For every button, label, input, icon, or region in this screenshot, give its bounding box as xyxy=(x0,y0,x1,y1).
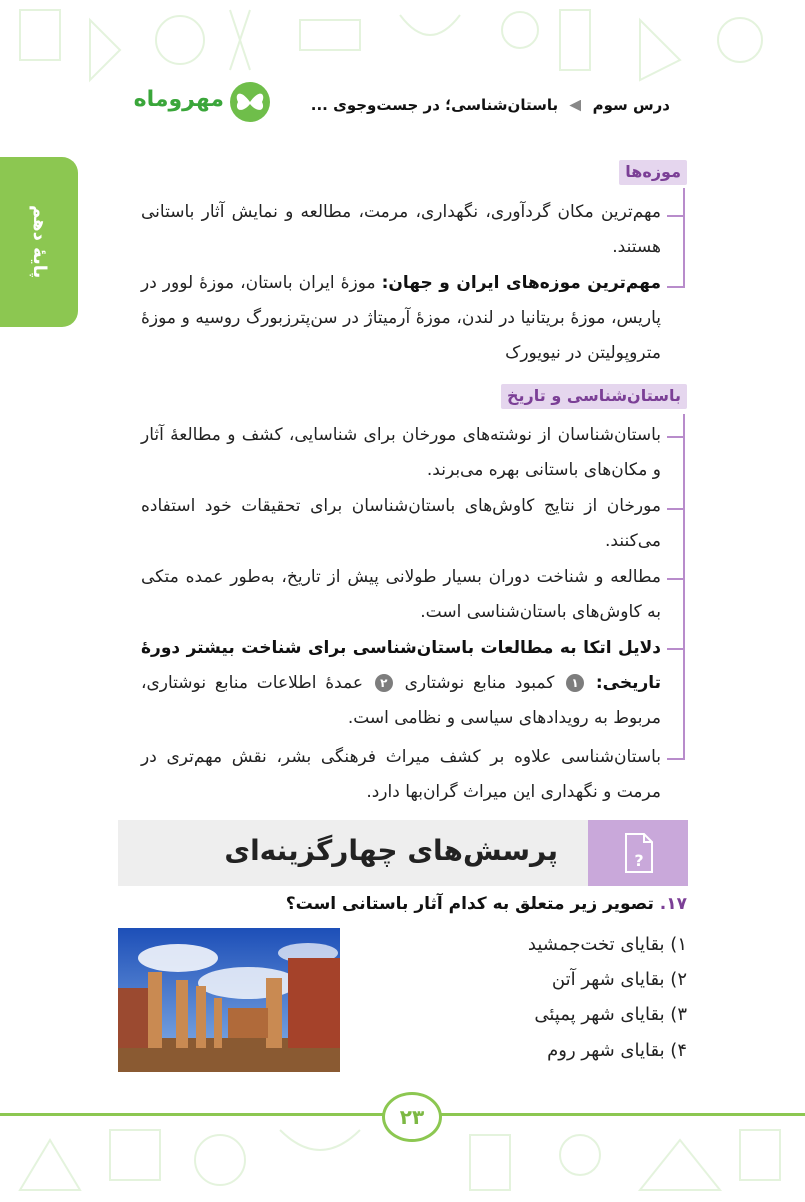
bullet-museums-2-bold: مهم‌ترین موزه‌های ایران و جهان: xyxy=(381,273,661,293)
grade-side-tab xyxy=(0,157,78,327)
number-circle-1: ۱ xyxy=(566,674,584,692)
number-circle-2: ۲ xyxy=(375,674,393,692)
section-heading-archaeology-history: باستان‌شناسی و تاریخ xyxy=(501,384,687,409)
bullet-tick xyxy=(667,436,685,438)
bullet-history-1: باستان‌شناسان از نوشته‌های مورخان برای شناسایی، کشف و مطالعهٔ آثار و مکان‌های باستانی بهره می‌برند. xyxy=(141,425,661,480)
bullet-museums-1: مهم‌ترین مکان گردآوری، نگهداری، مرمت، مطالعه و نمایش آثار باستانی هستند. xyxy=(141,202,661,257)
bullet-rail xyxy=(683,188,685,288)
bullet-tick xyxy=(667,215,685,217)
bullet-museums-2 xyxy=(141,266,661,371)
bullet-tick xyxy=(667,286,685,288)
bullet-tick xyxy=(667,648,685,650)
question-text: تصویر زیر متعلق به کدام آثار باستانی است؟ xyxy=(285,894,660,914)
brand-name: مهروماه xyxy=(133,87,224,112)
bullet-museums-2-text: موزهٔ ایران باستان، موزهٔ لوور در پاریس، موزهٔ بریتانیا در لندن، موزهٔ آرمیتاژ در سن‌پترزبورگ روسیه و موزهٔ متروپولیتن در نیویورک xyxy=(141,273,661,363)
lesson-label: درس سوم xyxy=(592,96,670,114)
page-number: ۲۳ xyxy=(382,1092,442,1142)
bullet-history-4-bold: دلایل اتکا به مطالعات باستان‌شناسی برای شناخت بیشتر دورهٔ تاریخی: xyxy=(141,638,662,693)
brand xyxy=(110,82,270,126)
bullet-tick xyxy=(667,508,685,510)
grade-label: پایهٔ دهم xyxy=(29,205,50,279)
section-heading-museums: موزه‌ها xyxy=(619,160,687,185)
reason-2: عمدهٔ اطلاعات منابع نوشتاری، مربوط به رویدادهای سیاسی و نظامی است. xyxy=(141,673,661,728)
question-17 xyxy=(127,894,687,914)
bullet-history-3: مطالعه و شناخت دوران بسیار طولانی پیش از تاریخ، به‌طور عمده متکی به کاوش‌های باستان‌شناسی است. xyxy=(141,567,661,622)
running-head xyxy=(311,96,670,114)
option-1[interactable]: ۱) بقایای تخت‌جمشید xyxy=(527,934,687,955)
bullet-history-5: باستان‌شناسی علاوه بر کشف میراث فرهنگی بشر، نقش مهم‌تری در مرمت و نگهداری این میراث گران‌بها دارد. xyxy=(141,747,661,802)
ancient-ruins-photo xyxy=(118,928,340,1072)
reason-1: کمبود منابع نوشتاری xyxy=(395,673,564,693)
lesson-topic: باستان‌شناسی؛ در جست‌وجوی ... xyxy=(310,96,559,114)
bullet-history-4 xyxy=(141,631,661,736)
butterfly-logo-icon xyxy=(230,82,270,122)
multiple-choice-banner xyxy=(118,820,688,886)
bullet-tick xyxy=(667,578,685,580)
page-header xyxy=(110,78,670,128)
option-2[interactable]: ۲) بقایای شهر آتن xyxy=(551,969,687,990)
bullet-rail xyxy=(683,414,685,760)
svg-text:?: ? xyxy=(634,851,644,870)
caret-left-icon xyxy=(569,100,581,112)
option-3[interactable]: ۳) بقایای شهر پمپئی xyxy=(534,1004,687,1025)
question-number: ۱۷. xyxy=(659,894,687,914)
question-document-icon xyxy=(588,820,688,886)
option-4[interactable]: ۴) بقایای شهر روم xyxy=(547,1040,687,1061)
bullet-history-2: مورخان از نتایج کاوش‌های باستان‌شناسان برای تحقیقات خود استفاده می‌کنند. xyxy=(141,496,661,551)
banner-title: پرسش‌های چهارگزینه‌ای xyxy=(224,834,558,867)
bullet-tick xyxy=(667,758,685,760)
